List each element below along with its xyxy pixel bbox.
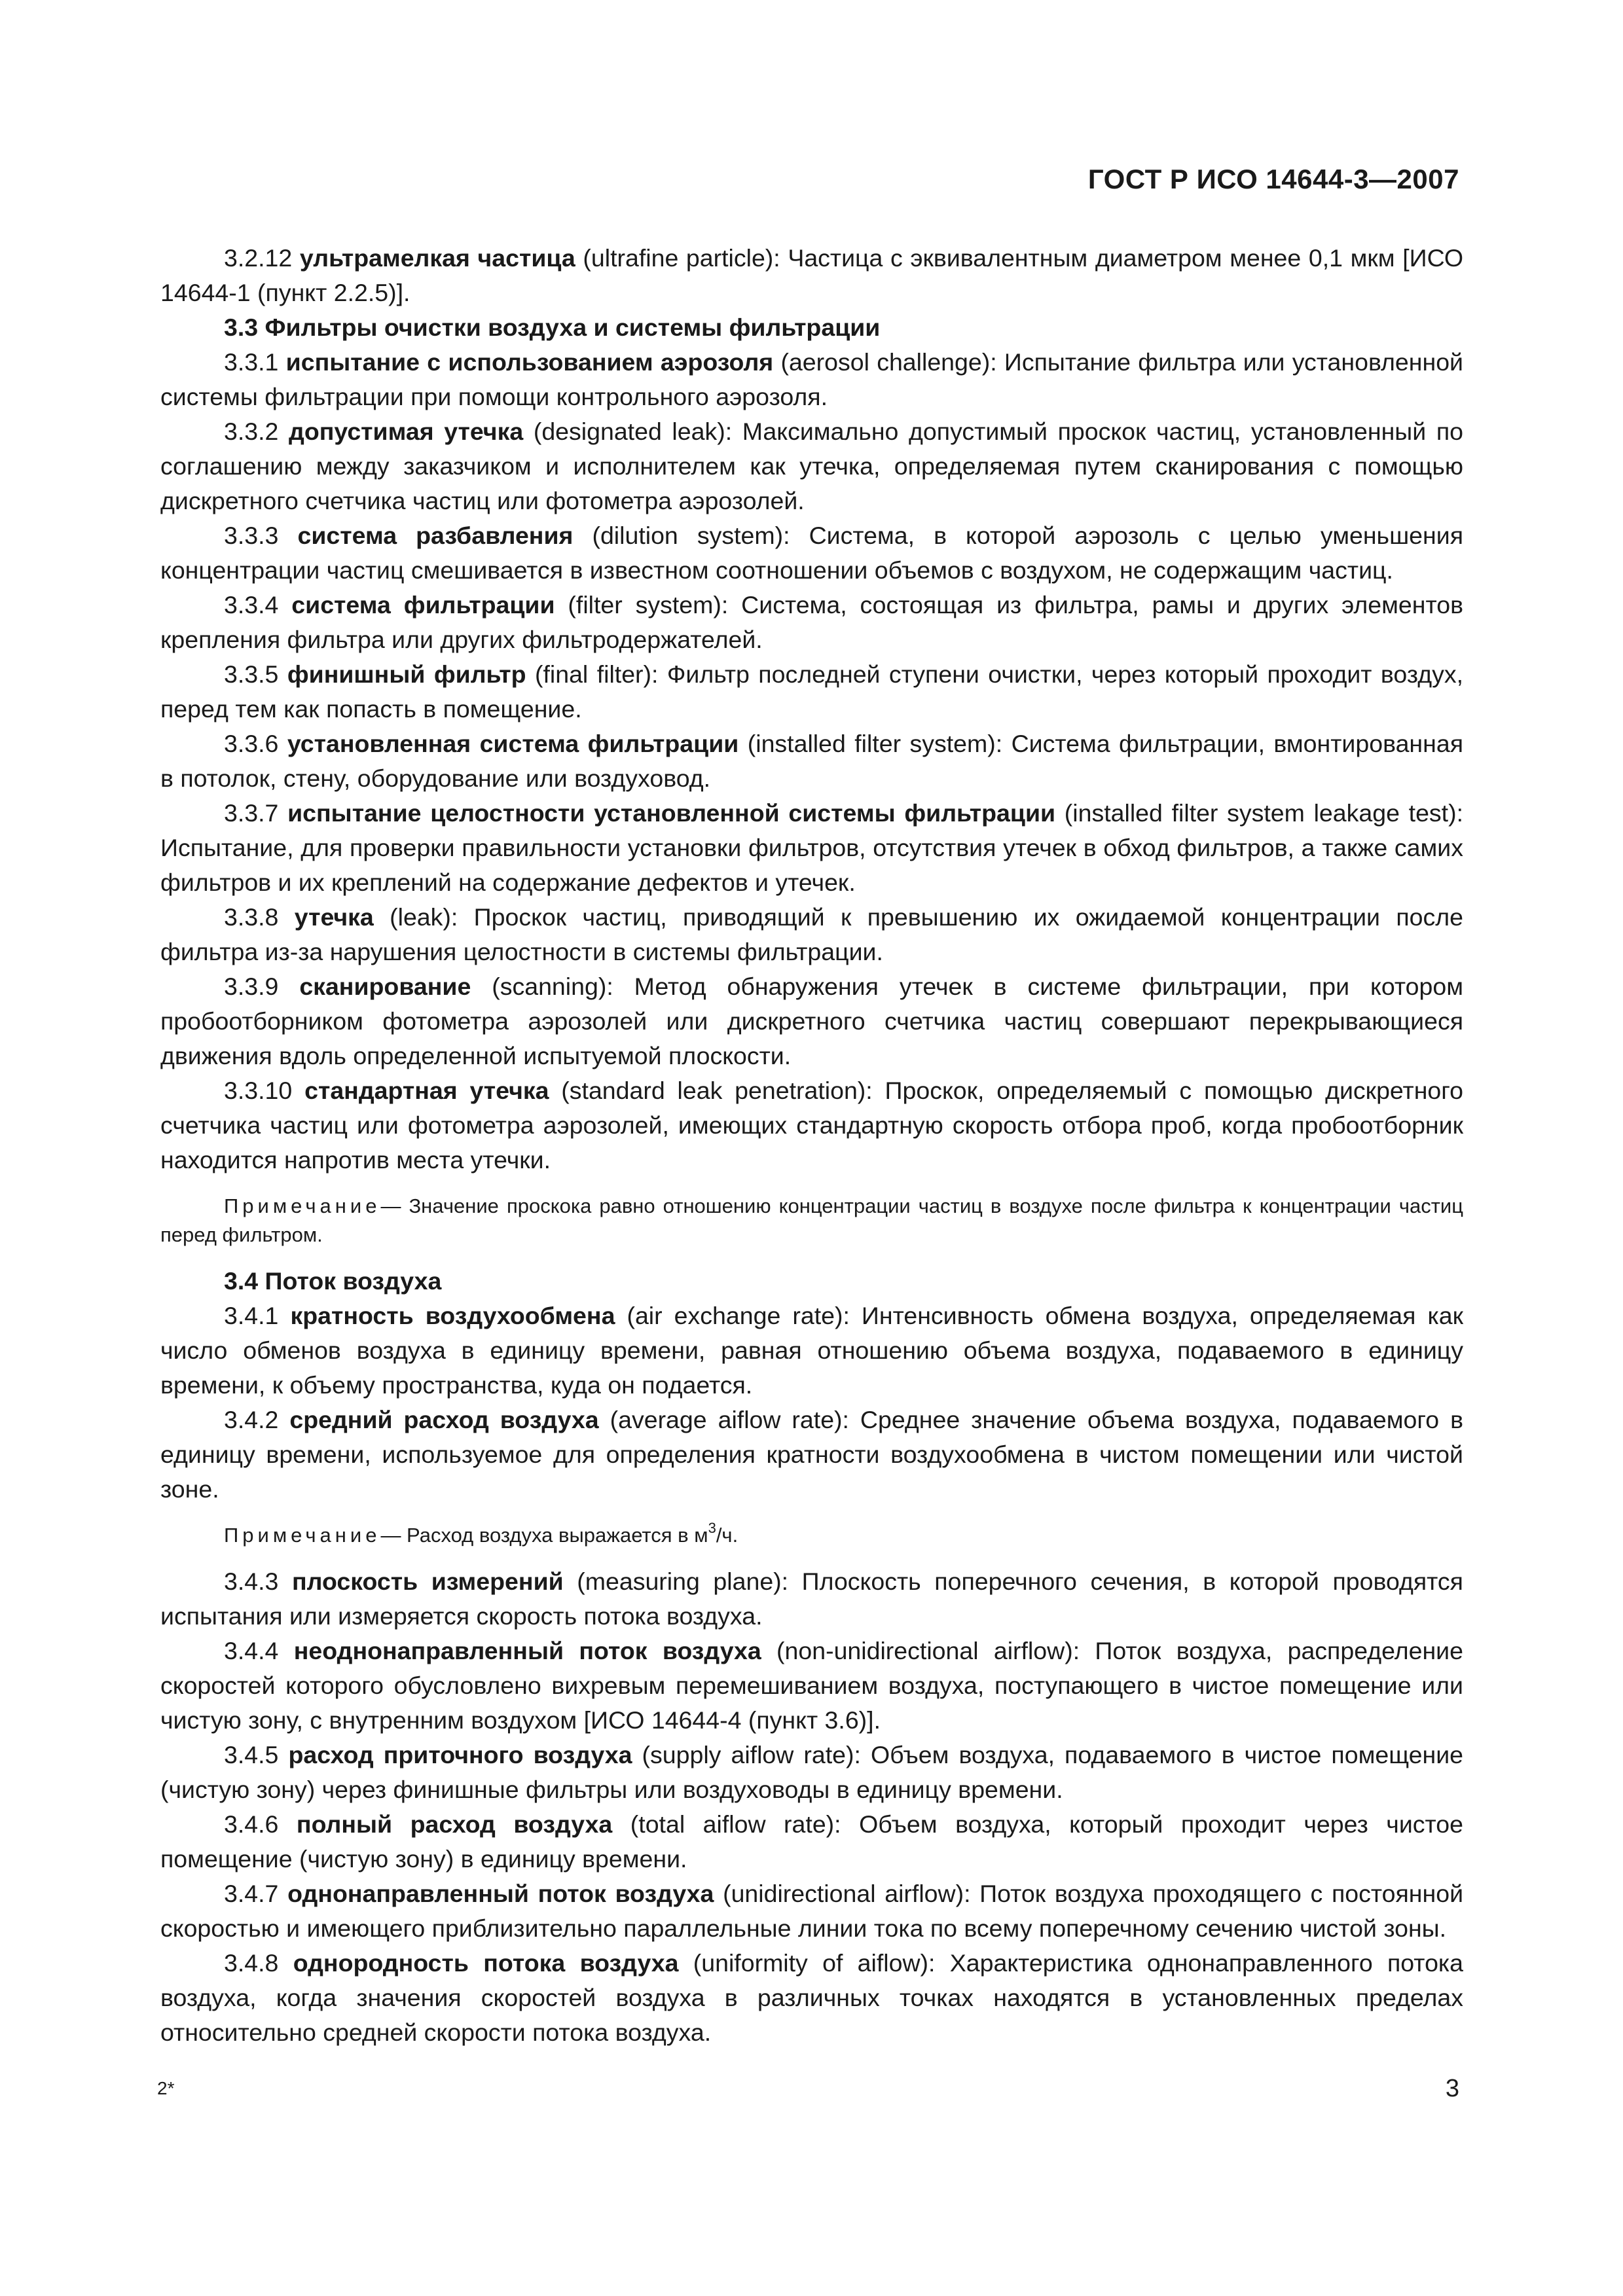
term-entry: 3.3.10 стандартная утечка (standard leak penetration): Проскок, определяемый с помощью дискретного счетчика частиц или фотометра аэрозолей, имеющих стандартную скорость отбора проб, когда пробоотборник находится напротив места утечки. (160, 1077, 1463, 1174)
term-entry: 3.3.6 установленная система фильтрации (installed filter system): Система фильтрации, вмонтированная в потолок, стену, оборудование или воздуховод. (160, 730, 1464, 792)
term-entry: 3.4.8 однородность потока воздуха (uniformity of aiflow): Характеристика однонаправленного потока воздуха, когда значения скоростей воздуха в различных точках находятся в установленных пределах относительно средней скорости потока воздуха. (160, 1949, 1464, 2046)
term-entry: 3.4.4 неоднонаправленный поток воздуха (non-unidirectional airflow): Поток воздуха, распределение скоростей которого обусловлено вихревым перемешиванием воздуха, поступающего в чистое помещение или чистую зону, с внутренним воздухом [ИСО 14644-4 (пункт 3.6)]. (160, 1637, 1463, 1734)
section-heading: 3.4 Поток воздуха (224, 1267, 442, 1295)
term-entry: 3.4.6 полный расход воздуха (total aiflow rate): Объем воздуха, который проходит через чистое помещение (чистую зону) в единицу времени. (160, 1810, 1464, 1873)
document-body (160, 241, 1463, 2050)
term-entry: 3.2.12 ультрамелкая частица (ultrafine particle): Частица с эквивалентным диаметром менее 0,1 мкм [ИСО 14644-1 (пункт 2.2.5)]. (160, 244, 1464, 306)
term-entry: 3.3.3 система разбавления (dilution system): Система, в которой аэрозоль с целью уменьшения концентрации частиц смешивается в известном соотношении объемов с воздухом, не содержащим частиц. (160, 522, 1463, 584)
term-entry: 3.3.4 система фильтрации (filter system): Система, состоящая из фильтра, рамы и других элементов крепления фильтра или других фильтродержателей. (160, 591, 1464, 653)
term-entry: 3.4.3 плоскость измерений (measuring plane): Плоскость поперечного сечения, в которой проводятся испытания или измеряется скорость потока воздуха. (160, 1568, 1463, 1630)
term-entry: 3.4.1 кратность воздухообмена (air exchange rate): Интенсивность обмена воздуха, определяемая как число обменов воздуха в единицу времени, равная отношению объема воздуха, подаваемого в единицу времени, к объему пространства, куда он подается. (160, 1302, 1463, 1399)
term-entry: 3.4.5 расход приточного воздуха (supply aiflow rate): Объем воздуха, подаваемого в чистое помещение (чистую зону) через финишные фильтры или воздуховоды в единицу времени. (160, 1741, 1463, 1803)
term-entry: 3.3.5 финишный фильтр (final filter): Фильтр последней ступени очистки, через который проходит воздух, перед тем как попасть в помещение. (160, 660, 1463, 723)
term-entry: 3.4.7 однонаправленный поток воздуха (unidirectional airflow): Поток воздуха проходящего с постоянной скоростью и имеющего приблизительно параллельные линии тока по всему поперечному сечению чистой зоны. (160, 1880, 1464, 1942)
term-entry: 3.3.9 сканирование (scanning): Метод обнаружения утечек в системе фильтрации, при котором пробоотборником фотометра аэрозолей или дискретного счетчика частиц совершают перекрывающиеся движения вдоль определенной испытуемой плоскости. (160, 973, 1463, 1069)
term-entry: 3.3.2 допустимая утечка (designated leak): Максимально допустимый проскок частиц, установленный по соглашению между заказчиком и исполнителем как утечка, определяемая путем сканирования с помощью дискретного счетчика частиц или фотометра аэрозолей. (160, 418, 1463, 514)
signature-mark: 2* (157, 2078, 175, 2098)
note: Примечание— Значение проскока равно отношению концентрации частиц в воздухе после фильтра к концентрации частиц перед фильтром. (160, 1194, 1463, 1246)
section-heading: 3.3 Фильтры очистки воздуха и системы фильтрации (224, 314, 881, 341)
note: Примечание— Расход воздуха выражается в $м^3/ч$. (224, 1520, 739, 1547)
term-entry: 3.3.1 испытание с использованием аэрозоля (aerosol challenge): Испытание фильтра или установленной системы фильтрации при помощи контрольного аэрозоля. (160, 348, 1464, 410)
term-entry: 3.3.7 испытание целостности установленной системы фильтрации (installed filter system leakage test): Испытание, для проверки правильности установки фильтров, отсутствия утечек в обход фильтров, а также самих фильтров и их креплений на содержание дефектов и утечек. (160, 799, 1464, 896)
term-entry: 3.4.2 средний расход воздуха (average aiflow rate): Среднее значение объема воздуха, подаваемого в единицу времени, используемое для определения кратности воздухообмена в чистом помещении или чистой зоне. (160, 1406, 1463, 1503)
page-number: 3 (1445, 2075, 1459, 2102)
term-entry: 3.3.8 утечка (leak): Проскок частиц, приводящий к превышению их ожидаемой концентрации после фильтра из-за нарушения целостности в системы фильтрации. (160, 903, 1464, 965)
standard-code-header: ГОСТ Р ИСО 14644-3—2007 (1087, 164, 1459, 194)
